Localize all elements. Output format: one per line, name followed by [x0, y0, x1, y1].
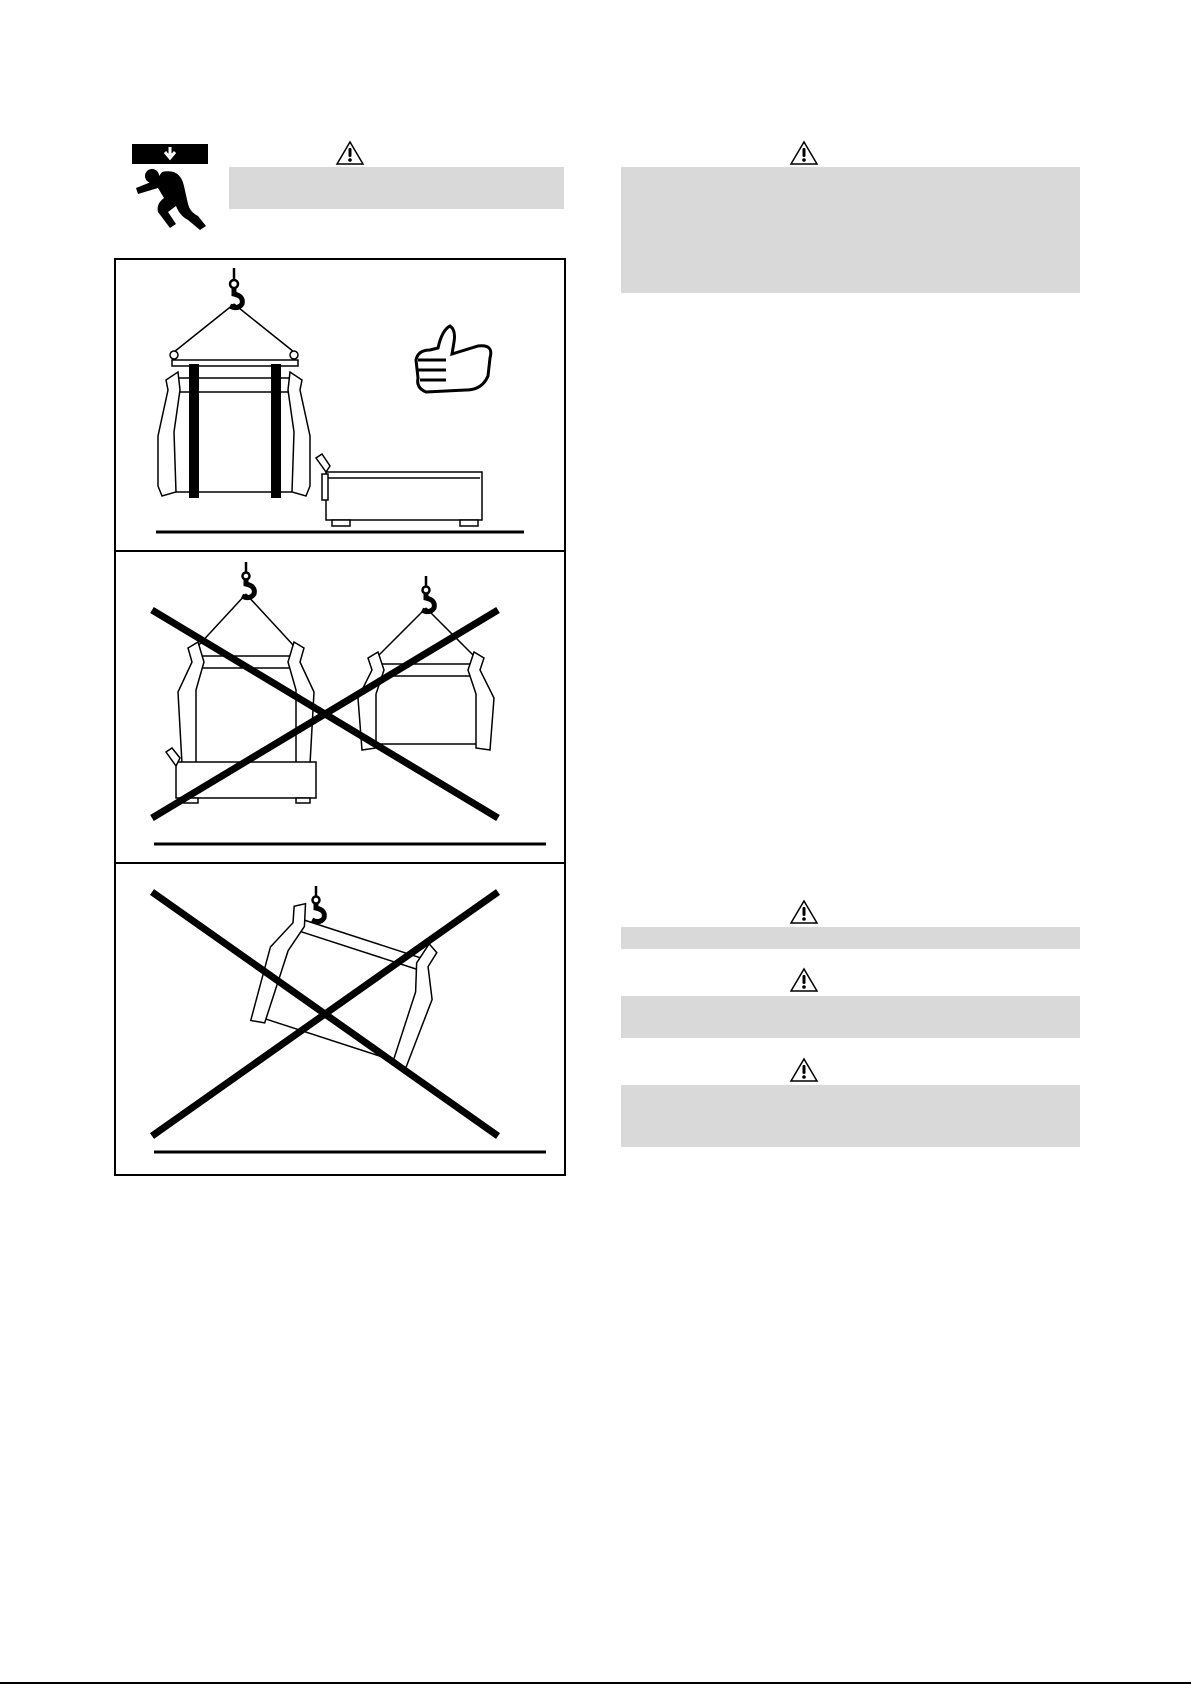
- hazard-warning-box: [229, 167, 564, 209]
- warning-box-1: [621, 167, 1080, 293]
- crane-hook-icon: [312, 886, 324, 922]
- warning-triangle-icon: [789, 140, 819, 166]
- warning-triangle-icon: [789, 899, 819, 925]
- crane-hook-icon: [230, 268, 242, 308]
- cross-out-x-icon: [152, 892, 498, 1136]
- crane-hook-icon: [422, 576, 434, 612]
- warning-box-2: [621, 927, 1080, 949]
- warning-box-3: [621, 996, 1080, 1038]
- page-bottom-rule: [0, 1682, 1191, 1684]
- incorrect-lifting-panel-1: [114, 550, 566, 864]
- cross-out-x-icon: [152, 610, 498, 818]
- correct-lifting-panel: [114, 258, 566, 552]
- warning-triangle-icon: [789, 1057, 819, 1083]
- thumbs-up-icon: [416, 326, 491, 392]
- crush-hazard-pictogram: [128, 142, 212, 238]
- warning-triangle-icon: [789, 967, 819, 993]
- falling-person-crush-hazard-icon: [128, 142, 212, 238]
- warning-triangle-icon: [335, 140, 365, 166]
- crane-hook-icon: [242, 562, 254, 598]
- incorrect-lifting-panel-2: [114, 862, 566, 1176]
- warning-box-4: [621, 1085, 1080, 1147]
